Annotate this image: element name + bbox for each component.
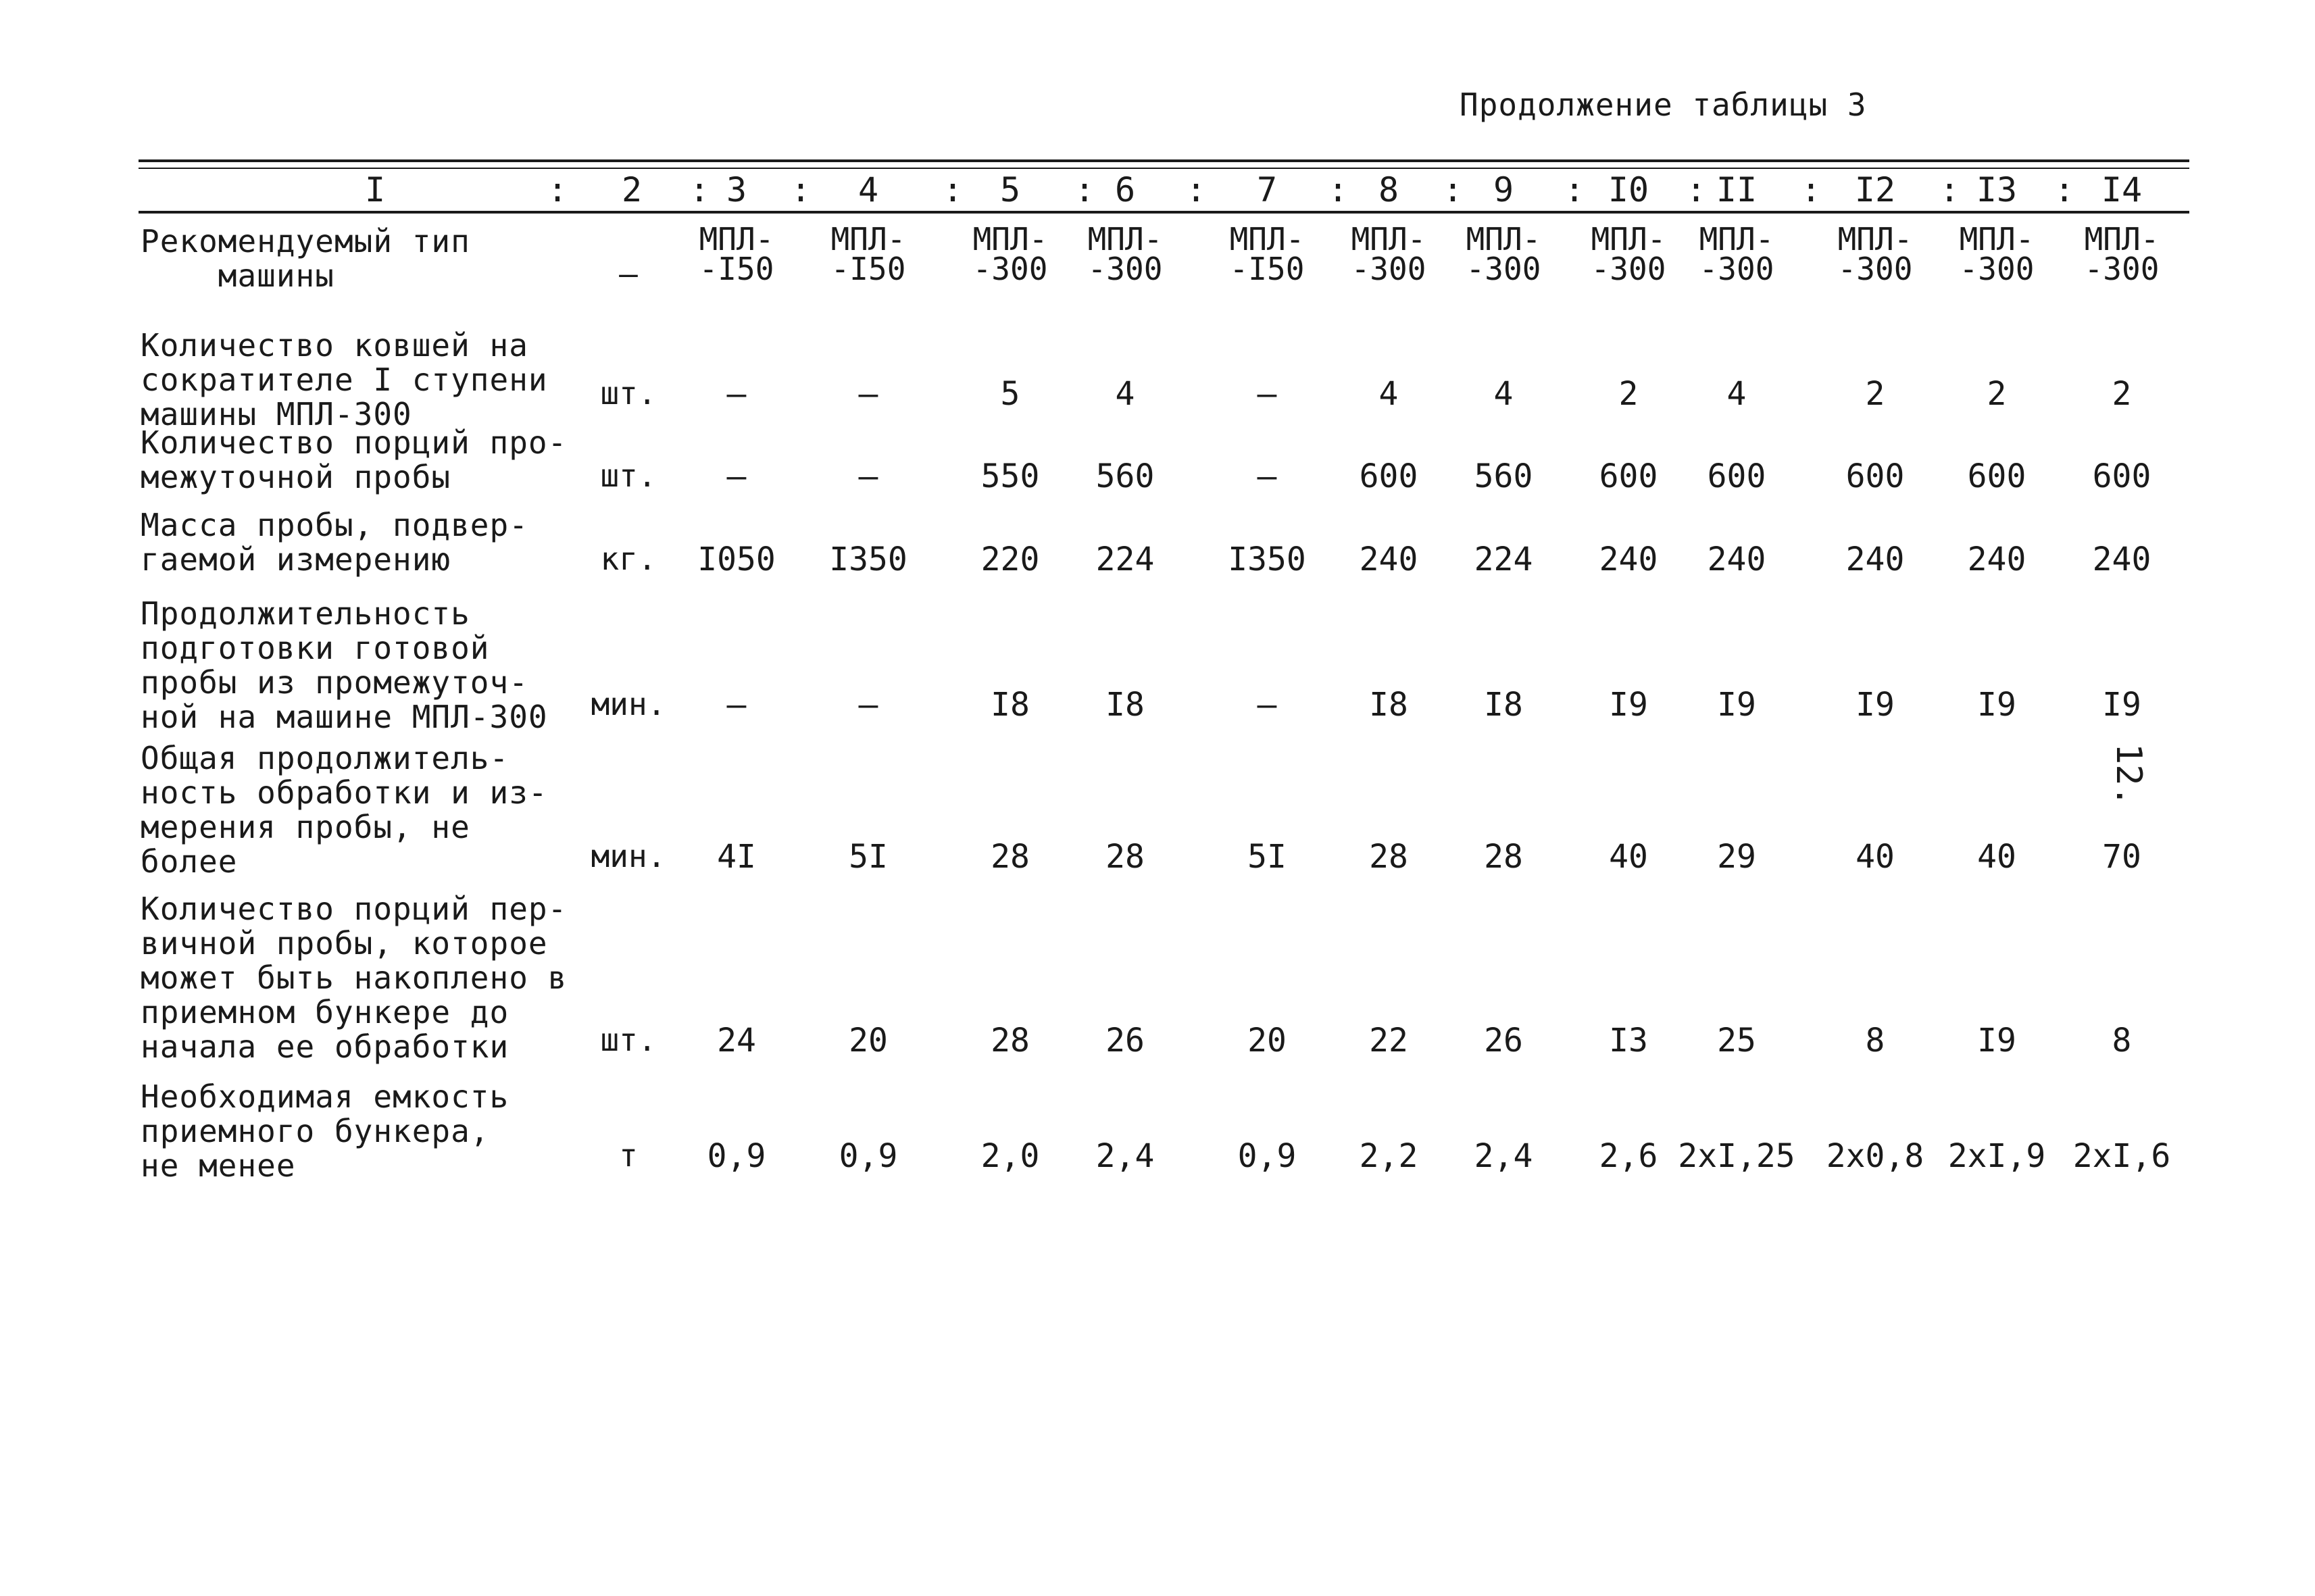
table-cell-line: -300 [2084, 251, 2160, 287]
column-separator: : [791, 170, 812, 209]
table-cell-line: МПЛ- [1466, 221, 1541, 257]
table-cell [1331, 221, 1446, 287]
row-label: Продолжительность подготовки готовой пробы из промежуточ- ной на машине МПЛ-300 [141, 595, 548, 735]
table-cell-line: -300 [1837, 251, 1913, 287]
table-cell: 560 [1474, 457, 1533, 495]
row-unit: кг. [600, 541, 657, 577]
table-cell: I8 [991, 686, 1030, 724]
table-cell: – [1257, 375, 1277, 413]
table-cell: 2 [2112, 375, 2132, 413]
table-cell-line: МПЛ- [1229, 221, 1305, 257]
column-separator: : [2054, 170, 2075, 209]
table-cell-line: МПЛ- [699, 221, 774, 257]
table-cell-line: -300 [972, 251, 1048, 287]
table-cell: 22 [1369, 1022, 1408, 1059]
table-cell: 600 [1845, 457, 1905, 495]
table-cell: 20 [849, 1022, 888, 1059]
table-cell: I9 [1717, 686, 1756, 724]
table-cell: 5I [1247, 838, 1287, 876]
table-cell: 4 [1115, 375, 1135, 413]
column-separator: : [1443, 170, 1464, 209]
row-unit: шт. [600, 375, 657, 412]
table-cell: 600 [2092, 457, 2151, 495]
table-cell: 2,2 [1359, 1137, 1418, 1175]
table-top-rule [139, 159, 2189, 162]
table-cell-line: -300 [1466, 251, 1541, 287]
column-separator: : [1186, 170, 1207, 209]
table-cell: 0,9 [707, 1137, 766, 1175]
table-cell-line: -300 [1959, 251, 2035, 287]
table-cell: 0,9 [1237, 1137, 1297, 1175]
table-cell: I350 [829, 541, 907, 578]
table-cell-line: МПЛ- [2084, 221, 2160, 257]
column-separator: : [1939, 170, 1960, 209]
table-cell: 240 [1707, 541, 1766, 578]
table-cell: 70 [2102, 838, 2141, 876]
table-cell: – [726, 686, 747, 724]
table-cell: – [1257, 686, 1277, 724]
table-cell: 600 [1359, 457, 1418, 495]
column-header-2: 2 [621, 170, 643, 209]
row-label: Общая продолжитель- ность обработки и из- мерения пробы, не более [141, 740, 548, 880]
table-cell: 550 [980, 457, 1040, 495]
table-cell-line: -300 [1699, 251, 1774, 287]
table-cell [811, 221, 926, 287]
table-cell: – [726, 457, 747, 495]
table-cell: 8 [2112, 1022, 2132, 1059]
table-cell: 224 [1474, 541, 1533, 578]
table-cell: 240 [1599, 541, 1658, 578]
table-cell: 2 [1618, 375, 1639, 413]
table-cell: 560 [1095, 457, 1155, 495]
row-unit: мин. [591, 686, 666, 722]
table-cell-line: МПЛ- [1351, 221, 1426, 257]
table-header-rule [139, 211, 2189, 214]
table-cell: I9 [1609, 686, 1648, 724]
table-cell: 240 [1359, 541, 1418, 578]
table-cell [1210, 221, 1324, 287]
table-cell-line: МПЛ- [1699, 221, 1774, 257]
table-cell [1068, 221, 1183, 287]
row-unit: мин. [591, 838, 666, 874]
table-cell: 5 [1000, 375, 1020, 413]
table-cell-line: -300 [1087, 251, 1163, 287]
table-cell [2064, 221, 2179, 287]
column-header-8: 8 [1378, 170, 1399, 209]
table-cell: 220 [980, 541, 1040, 578]
row-label: Количество порций пер- вичной пробы, которое может быть накоплено в приемном бункере до начала ее обработки [141, 891, 568, 1065]
table-cell: 600 [1967, 457, 2026, 495]
table-cell: 20 [1247, 1022, 1287, 1059]
table-cell: 4 [1726, 375, 1747, 413]
column-header-10: I0 [1608, 170, 1649, 209]
column-header-9: 9 [1493, 170, 1514, 209]
table-cell: 2,4 [1474, 1137, 1533, 1175]
column-header-12: I2 [1854, 170, 1896, 209]
table-cell: 2х0,8 [1826, 1137, 1924, 1175]
table-cell: – [858, 686, 878, 724]
table-cell: I9 [1856, 686, 1895, 724]
table-cell [1571, 221, 1686, 287]
table-cell: 240 [2092, 541, 2151, 578]
table-cell: – [858, 375, 878, 413]
table-cell: 40 [1856, 838, 1895, 876]
table-cell: 2,4 [1095, 1137, 1155, 1175]
table-cell: 2 [1865, 375, 1885, 413]
table-cell: 26 [1105, 1022, 1145, 1059]
column-header-5: 5 [999, 170, 1021, 209]
table-cell: 24 [717, 1022, 756, 1059]
column-separator: : [1686, 170, 1707, 209]
table-cell [1939, 221, 2054, 287]
table-cell: 2хI,9 [1947, 1137, 2046, 1175]
table-cell: – [726, 375, 747, 413]
table-cell-line: МПЛ- [1591, 221, 1666, 257]
table-cell: 28 [991, 1022, 1030, 1059]
table-cell: 26 [1484, 1022, 1523, 1059]
column-separator: : [689, 170, 710, 209]
table-cell-line: МПЛ- [830, 221, 906, 257]
table-cell: 2,0 [980, 1137, 1040, 1175]
table-cell: 4 [1378, 375, 1399, 413]
table-cell: I8 [1105, 686, 1145, 724]
table-cell: 4 [1493, 375, 1514, 413]
table-cell: I350 [1228, 541, 1306, 578]
table-cell [1679, 221, 1794, 287]
column-header-6: 6 [1114, 170, 1136, 209]
table-cell-line: МПЛ- [972, 221, 1048, 257]
column-header-4: 4 [857, 170, 879, 209]
table-caption: Продолжение таблицы 3 [1460, 86, 1867, 123]
table-cell: 40 [1977, 838, 2016, 876]
table-cell [1446, 221, 1561, 287]
table-cell: 2,6 [1599, 1137, 1658, 1175]
table-cell: 8 [1865, 1022, 1885, 1059]
table-cell [1818, 221, 1933, 287]
table-cell: I8 [1484, 686, 1523, 724]
table-cell [953, 221, 1068, 287]
row-label: Масса пробы, подвер- гаемой измерению [141, 507, 528, 578]
table-cell-line: МПЛ- [1087, 221, 1163, 257]
table-cell-line: МПЛ- [1959, 221, 2035, 257]
page-number: 12. [2108, 743, 2149, 807]
table-cell-line: -I50 [699, 251, 774, 287]
column-header-13: I3 [1976, 170, 2018, 209]
table-cell: 0,9 [839, 1137, 898, 1175]
column-header-11: II [1716, 170, 1758, 209]
table-cell-line: МПЛ- [1837, 221, 1913, 257]
table-cell: 4I [717, 838, 756, 876]
table-cell: 28 [1484, 838, 1523, 876]
column-separator: : [943, 170, 964, 209]
table-cell-line: -300 [1591, 251, 1666, 287]
table-cell: – [858, 457, 878, 495]
table-cell: I050 [697, 541, 776, 578]
table-cell: 2хI,6 [2072, 1137, 2171, 1175]
table-cell: 28 [1369, 838, 1408, 876]
row-unit: т [619, 1137, 638, 1174]
table-cell: I9 [2102, 686, 2141, 724]
table-cell: – [1257, 457, 1277, 495]
table-cell: I9 [1977, 1022, 2016, 1059]
table-cell: 28 [991, 838, 1030, 876]
column-separator: : [1328, 170, 1349, 209]
table-cell: 25 [1717, 1022, 1756, 1059]
table-cell: 2 [1987, 375, 2007, 413]
table-cell-line: -I50 [1229, 251, 1305, 287]
table-cell: 600 [1599, 457, 1658, 495]
table-cell: 600 [1707, 457, 1766, 495]
table-cell: I3 [1609, 1022, 1648, 1059]
table-cell: 28 [1105, 838, 1145, 876]
table-cell: 5I [849, 838, 888, 876]
table-cell: I8 [1369, 686, 1408, 724]
column-separator: : [1074, 170, 1095, 209]
table-cell: 240 [1967, 541, 2026, 578]
row-unit: шт. [600, 457, 657, 494]
table-cell: 2хI,25 [1678, 1137, 1795, 1175]
column-separator: : [1801, 170, 1822, 209]
table-cell: 240 [1845, 541, 1905, 578]
column-header-14: I4 [2101, 170, 2143, 209]
row-label: Рекомендуемый тип машины [141, 223, 470, 294]
table-cell: 29 [1717, 838, 1756, 876]
table-cell-line: -300 [1351, 251, 1426, 287]
row-label: Количество порций про- межуточной пробы [141, 424, 568, 495]
column-header-3: 3 [726, 170, 747, 209]
table-cell: 40 [1609, 838, 1648, 876]
table-cell: 224 [1095, 541, 1155, 578]
row-label: Количество ковшей на сократителе I ступени машины МПЛ-300 [141, 327, 548, 432]
row-unit: – [619, 255, 638, 292]
table-cell-line: -I50 [830, 251, 906, 287]
row-unit: шт. [600, 1022, 657, 1058]
table-cell: I9 [1977, 686, 2016, 724]
table-cell [679, 221, 794, 287]
column-separator: : [547, 170, 568, 209]
column-separator: : [1564, 170, 1585, 209]
column-header-1: I [364, 170, 386, 209]
row-label: Необходимая емкость приемного бункера, не менее [141, 1078, 509, 1184]
column-header-7: 7 [1256, 170, 1278, 209]
